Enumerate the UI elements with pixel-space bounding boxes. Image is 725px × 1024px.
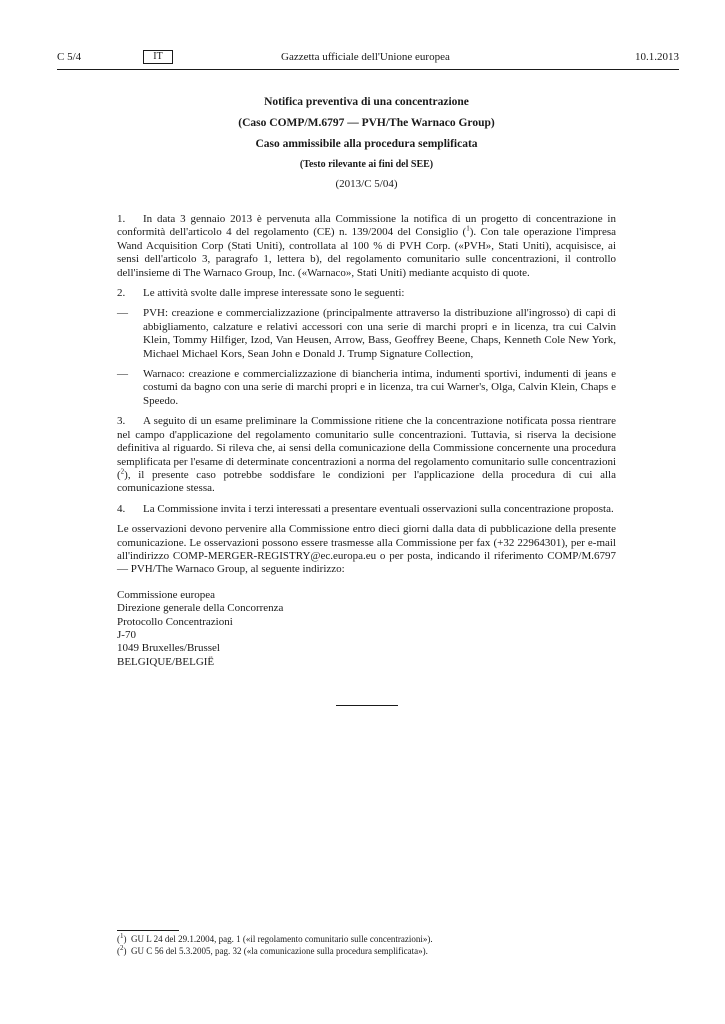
footnote-1: ($^1$) GU L 24 del 29.1.2004, pag. 1 («il regolamento comunitario sulle concentrazioni»). [117, 932, 433, 944]
footnote-ref: 1 [466, 224, 470, 233]
footnote-rule [117, 930, 179, 931]
end-of-notice-rule [336, 705, 398, 706]
paragraph-4: 4. La Commissione invita i terzi interessati a presentare eventuali osservazioni sulla concentrazione proposta. [117, 502, 614, 515]
title-block [117, 95, 616, 191]
address-line: J-70 [117, 628, 136, 641]
list-item-warnaco: — Warnaco: creazione e commercializzazione di biancheria intima, indumenti sportivi, indumenti di jeans e costumi da bagno con una serie di marchi propri e in licenza, tra cui Warner's, Olga, Calvin Klein, Chaps e Speedo. [117, 368, 616, 407]
header-language-box: IT [143, 50, 173, 64]
paragraph-3: 3. A seguito di un esame preliminare la Commissione ritiene che la concentrazione notificata possa rientrare nel campo d'applicazione del regolamento comunitario sulle concentrazioni. Tuttavia, si riserva la decisione definitiva al riguardo. Si rileva che, ai sensi della comunicazione della Commissione concernente una procedura semplificata per l'esame di determinate concentrazioni a norma del regolamento comunitario sulle concentrazioni ($^2$), il presente caso potrebbe soddisfare le condizioni per l'applicazione della procedura di cui alla comunicazione stessa. [117, 415, 616, 495]
address-line: 1049 Bruxelles/Brussel [117, 642, 220, 655]
address-line: BELGIQUE/BELGIË [117, 655, 215, 668]
running-header [57, 51, 679, 67]
paragraph-2: 2. Le attività svolte dalle imprese interessate sono le seguenti: [117, 287, 405, 300]
header-journal-title: Gazzetta ufficiale dell'Unione europea [281, 51, 450, 63]
paragraph-number: 4. [117, 502, 126, 515]
paragraph-5: Le osservazioni devono pervenire alla Commissione entro dieci giorni dalla data di pubblicazione della presente comunicazione. Le osservazioni possono essere trasmesse alla Commissione per fax (+32 22964301), per e-mail all'indirizzo COMP-MERGER-REGISTRY@ec.europa.eu o per posta, indicando il riferimento COMP/M.6797 — PVH/The Warnaco Group, al seguente indirizzo: [117, 523, 616, 576]
paragraph-number: 2. [117, 287, 126, 300]
footnote-mark: 2 [120, 944, 124, 952]
case-title: (Caso COMP/M.6797 — PVH/The Warnaco Group) [238, 117, 495, 129]
address-line: Direzione generale della Concorrenza [117, 602, 284, 615]
header-date: 10.1.2013 [635, 51, 679, 63]
address-line: Commissione europea [117, 588, 216, 601]
header-rule [57, 69, 679, 70]
paragraph-1: 1. In data 3 gennaio 2013 è pervenuta alla Commissione la notifica di un progetto di concentrazione in conformità dell'articolo 4 del regolamento (CE) n. 139/2004 del Consiglio ($^1$). Con tale operazione l'impresa Wand Acquisition Corp (Stati Uniti), controllata al 100 % di PVH Corp. («PVH», Stati Uniti), acquisisce, ai sensi dell'articolo 3, paragrafo 1, lettera b), del regolamento comunitario sulle concentrazioni, il controllo dell'insieme di The Warnaco Group, Inc. («Warnaco», Stati Uniti) mediante acquisto di quote. [117, 213, 617, 279]
dash-marker: — [117, 368, 128, 381]
document-body [117, 213, 616, 669]
list-item-pvh: — PVH: creazione e commercializzazione (principalmente attraverso la distribuzione all'ingrosso) di capi di abbigliamento, calzature e relativi accessori con una serie di marchi propri e in licenza, tra cui Calvin Klein, Tommy Hilfiger, Izod, Van Heusen, Arrow, Bass, Geoffrey Beene, Chaps, Kenneth Cole New York, Michael Michael Kors, Sean John e Donald J. Trump Signature Collection, [117, 307, 616, 360]
procedure-title: Caso ammissibile alla procedura semplificata [255, 138, 478, 150]
footnote-mark: 1 [120, 932, 124, 940]
postal-address [117, 589, 616, 669]
paragraph-number: 1. [117, 213, 126, 225]
paragraph-number: 3. [117, 415, 126, 428]
footnote-ref: 2 [120, 467, 125, 476]
header-page-ref: C 5/4 [57, 51, 82, 63]
footnotes [117, 933, 616, 957]
notice-title: Notifica preventiva di una concentrazione [264, 96, 469, 108]
document-number: (2013/C 5/04) [335, 178, 398, 190]
dash-marker: — [117, 307, 128, 320]
eea-relevance: (Testo rilevante ai fini del SEE) [299, 159, 434, 170]
address-line: Protocollo Concentrazioni [117, 615, 233, 628]
footnote-2: ($^2$) GU C 56 del 5.3.2005, pag. 32 («la comunicazione sulla procedura semplificata»). [117, 944, 428, 956]
